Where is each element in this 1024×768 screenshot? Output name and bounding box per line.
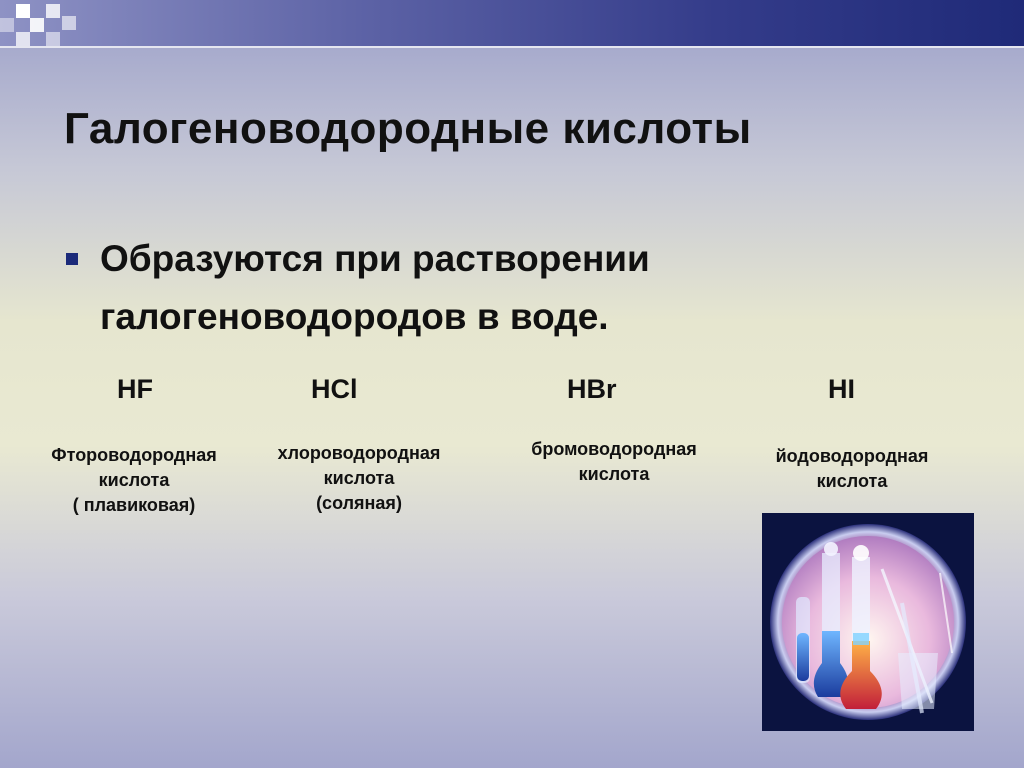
bullet-line-1: Образуются при растворении bbox=[100, 238, 650, 279]
square-bullet-icon bbox=[66, 253, 78, 265]
formula-hbr: HBr bbox=[567, 374, 617, 404]
bullet-text bbox=[100, 230, 860, 346]
acid-name-hf: Фтороводородная кислота ( плавиковая) bbox=[51, 445, 217, 515]
formula-hcl: HCl bbox=[311, 374, 358, 404]
formula-hi: HI bbox=[828, 374, 855, 404]
laboratory-flasks-image bbox=[762, 513, 974, 731]
acid-name-hcl: хлороводородная кислота (соляная) bbox=[277, 443, 441, 513]
slide-title: Галогеноводородные кислоты bbox=[64, 104, 752, 153]
acid-name-hi: йодоводородная кислота bbox=[775, 446, 929, 491]
bullet-line-2: галогеноводородов в воде. bbox=[100, 296, 609, 337]
header-divider bbox=[0, 46, 1024, 48]
header-bar bbox=[0, 0, 1024, 46]
formula-hf: HF bbox=[117, 374, 153, 404]
acid-name-hbr: бромоводородная кислота bbox=[531, 439, 697, 484]
